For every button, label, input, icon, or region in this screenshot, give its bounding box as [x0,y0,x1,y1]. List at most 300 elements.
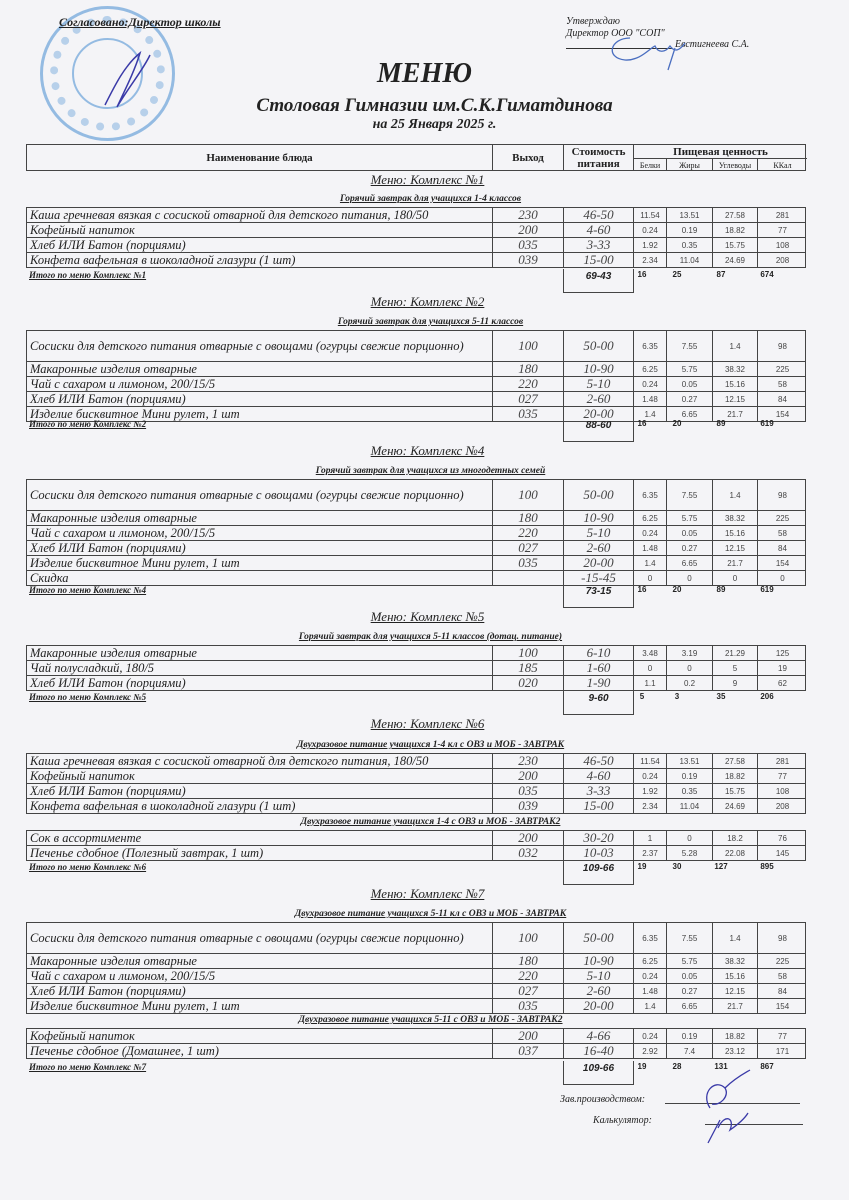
dish-proteins: 6.35 [634,480,667,510]
dish-output: 185 [493,661,564,675]
table-row [26,784,806,799]
dish-proteins: 0 [634,571,667,585]
dish-name: Хлеб ИЛИ Батон (порциями) [27,238,493,252]
dish-output: 035 [493,407,564,421]
total-carbs: 127 [714,862,728,871]
dish-carbs: 15.16 [713,377,758,391]
dish-kcal: 154 [775,1001,790,1011]
dish-proteins: 6.35 [634,923,667,953]
page-subtitle: Столовая Гимназии им.С.К.Гиматдинова [256,95,613,116]
dish-cost: 46-50 [564,754,634,768]
dish-carbs: 1.4 [713,331,758,361]
dish-cost: -15-45 [564,571,634,585]
total-cost: 69-43 [563,269,634,293]
section-title: Меню: Комплекс №7 [370,886,485,901]
table-row [26,556,806,571]
dish-cost: 20-00 [564,999,634,1013]
dish-carbs: 9 [713,676,758,690]
table-row [26,392,806,407]
group-subtitle: Горячий завтрак для учащихся 5-11 классов (дотац. питание) [298,632,563,642]
table-row [26,1028,806,1044]
table-row [26,511,806,526]
dish-name: Конфета вафельная в шоколадной глазури (1 шт) [27,799,493,813]
dish-fats: 0 [667,571,713,585]
col-nutrition: Пищевая ценность [634,145,807,159]
table-row [26,541,806,556]
dish-output: 032 [493,846,564,860]
dish-fats: 7.55 [667,923,713,953]
dish-output: 220 [493,526,564,540]
col-fats: Жиры [667,159,713,171]
dish-kcal: 84 [778,394,787,404]
dish-output: 230 [493,208,564,222]
dish-output: 220 [493,969,564,983]
total-kcal: 895 [760,862,774,871]
dish-proteins: 11.54 [634,208,667,222]
dish-output: 027 [493,541,564,555]
dish-carbs: 0 [713,571,758,585]
dish-proteins: 11.54 [634,754,667,768]
group-subtitle: Двухразовое питание учащихся 5-11 с ОВЗ и МОБ - ЗАВТРАК2 [298,1015,563,1025]
col-cost-line2: питания [577,157,620,170]
dish-name: Скидка [27,571,493,585]
total-carbs: 131 [714,1062,728,1071]
total-kcal: 619 [760,419,774,428]
dish-kcal: 154 [775,558,790,568]
dish-output: 230 [493,754,564,768]
dish-cost: 2-60 [564,392,634,406]
dish-fats: 0.05 [667,526,713,540]
dish-proteins: 1 [634,831,667,845]
table-row [26,999,806,1014]
dish-kcal: 62 [778,678,787,688]
dish-kcal: 77 [778,1031,787,1041]
dish-kcal: 108 [775,240,790,250]
total-label: Итого по меню Комплекс №4 [29,585,147,595]
dish-name: Хлеб ИЛИ Батон (порциями) [27,541,493,555]
dish-proteins: 0.24 [634,377,667,391]
dish-output: 180 [493,362,564,376]
total-proteins: 16 [637,270,647,279]
table-row [26,479,806,511]
col-cost-line1: Стоимость [571,145,626,158]
dish-proteins: 1.48 [634,984,667,998]
table-row [26,1044,806,1059]
dish-fats: 0 [667,661,713,675]
group-subtitle: Двухразовое питание учащихся 1-4 кл с ОВЗ и МОБ - ЗАВТРАК [296,740,565,750]
dish-proteins: 0 [634,661,667,675]
dish-name: Печенье сдобное (Домашнее, 1 шт) [27,1044,493,1058]
dish-fats: 5.75 [667,362,713,376]
dish-kcal: 58 [778,528,787,538]
dish-carbs: 24.69 [713,799,758,813]
table-row [26,377,806,392]
total-fats: 20 [672,419,682,428]
dish-name: Хлеб ИЛИ Батон (порциями) [27,984,493,998]
dish-name: Кофейный напиток [27,1029,493,1043]
table-row [26,223,806,238]
table-row [26,526,806,541]
dish-name: Чай полусладкий, 180/5 [27,661,493,675]
dish-name: Каша гречневая вязкая с сосиской отварной для детского питания, 180/50 [27,208,493,222]
total-carbs: 89 [716,419,726,428]
dish-name: Хлеб ИЛИ Батон (порциями) [27,676,493,690]
dish-output: 180 [493,954,564,968]
dish-output: 020 [493,676,564,690]
dish-kcal: 225 [775,956,790,966]
dish-fats: 0.27 [667,392,713,406]
dish-cost: 5-10 [564,377,634,391]
table-row [26,645,806,661]
dish-output: 200 [493,1029,564,1043]
dish-fats: 0.35 [667,238,713,252]
table-row [26,253,806,268]
signature-footer-icon [690,1068,760,1146]
table-row [26,362,806,377]
dish-fats: 0 [667,831,713,845]
dish-proteins: 0.24 [634,969,667,983]
table-row [26,238,806,253]
dish-cost: 16-40 [564,1044,634,1058]
dish-cost: 30-20 [564,831,634,845]
total-cost: 88-60 [563,418,634,442]
table-row [26,571,806,586]
dish-proteins: 2.34 [634,253,667,267]
dish-output: 200 [493,831,564,845]
dish-output: 035 [493,784,564,798]
total-label: Итого по меню Комплекс №7 [29,1062,147,1072]
table-row [26,984,806,999]
section-title: Меню: Комплекс №4 [370,443,485,458]
dish-carbs: 12.15 [713,984,758,998]
dish-name: Сосиски для детского питания отварные с овощами (огурцы свежие порционно) [27,331,493,361]
dish-proteins: 1.4 [634,556,667,570]
dish-carbs: 18.82 [713,769,758,783]
dish-output: 037 [493,1044,564,1058]
dish-proteins: 1.48 [634,541,667,555]
dish-proteins: 1.92 [634,784,667,798]
dish-fats: 13.51 [667,754,713,768]
dish-proteins: 2.92 [634,1044,667,1058]
dish-name: Макаронные изделия отварные [27,954,493,968]
dish-fats: 0.05 [667,377,713,391]
dish-fats: 0.2 [667,676,713,690]
dish-cost: 1-60 [564,661,634,675]
total-fats: 20 [672,585,682,594]
dish-carbs: 5 [713,661,758,675]
total-proteins: 5 [639,692,645,701]
table-row [26,753,806,769]
dish-fats: 6.65 [667,999,713,1013]
dish-proteins: 2.37 [634,846,667,860]
dish-fats: 0.27 [667,984,713,998]
total-kcal: 674 [760,270,774,279]
menu-date: на 25 Января 2025 г. [372,117,497,132]
section-title: Меню: Комплекс №1 [370,172,485,187]
dish-kcal: 125 [775,648,790,658]
dish-output: 039 [493,799,564,813]
dish-carbs: 18.2 [713,831,758,845]
total-cost: 73-15 [563,584,634,608]
dish-kcal: 154 [775,409,790,419]
dish-kcal: 76 [778,833,787,843]
dish-carbs: 12.15 [713,392,758,406]
dish-fats: 0.05 [667,969,713,983]
dish-output: 027 [493,984,564,998]
dish-proteins: 6.25 [634,954,667,968]
dish-name: Хлеб ИЛИ Батон (порциями) [27,392,493,406]
dish-output: 200 [493,769,564,783]
dish-cost: 4-60 [564,769,634,783]
dish-kcal: 208 [775,255,790,265]
total-carbs: 89 [716,585,726,594]
dish-carbs: 1.4 [713,923,758,953]
dish-fats: 0.27 [667,541,713,555]
dish-carbs: 1.4 [713,480,758,510]
dish-carbs: 15.16 [713,526,758,540]
dish-proteins: 1.4 [634,407,667,421]
section-title: Меню: Комплекс №2 [370,294,485,309]
dish-cost: 10-90 [564,362,634,376]
group-subtitle: Горячий завтрак для учащихся 5-11 классов [337,317,524,327]
dish-kcal: 84 [778,543,787,553]
dish-carbs: 38.32 [713,362,758,376]
dish-cost: 3-33 [564,784,634,798]
dish-kcal: 108 [775,786,790,796]
table-row [26,969,806,984]
col-carbs: Углеводы [713,159,758,171]
dish-name: Кофейный напиток [27,769,493,783]
dish-proteins: 1.48 [634,392,667,406]
table-row [26,954,806,969]
dish-cost: 2-60 [564,541,634,555]
calculator-label: Калькулятор: [593,1115,652,1126]
dish-proteins: 3.48 [634,646,667,660]
dish-output: 035 [493,238,564,252]
total-proteins: 19 [637,862,647,871]
dish-name: Чай с сахаром и лимоном, 200/15/5 [27,377,493,391]
dish-proteins: 0.24 [634,223,667,237]
dish-proteins: 6.35 [634,331,667,361]
dish-cost: 50-00 [564,480,634,510]
dish-cost: 6-10 [564,646,634,660]
dish-output: 220 [493,377,564,391]
col-proteins: Белки [634,159,667,171]
dish-cost: 10-90 [564,954,634,968]
dish-output: 035 [493,556,564,570]
section-title: Меню: Комплекс №5 [370,609,485,624]
dish-output: 180 [493,511,564,525]
dish-carbs: 15.16 [713,969,758,983]
dish-cost: 15-00 [564,799,634,813]
dish-name: Каша гречневая вязкая с сосиской отварной для детского питания, 180/50 [27,754,493,768]
dish-fats: 11.04 [667,253,713,267]
dish-fats: 5.75 [667,954,713,968]
dish-fats: 0.19 [667,1029,713,1043]
dish-proteins: 6.25 [634,511,667,525]
total-kcal: 206 [760,692,774,701]
dish-fats: 13.51 [667,208,713,222]
dish-carbs: 21.7 [713,556,758,570]
total-proteins: 16 [637,419,647,428]
dish-name: Чай с сахаром и лимоном, 200/15/5 [27,526,493,540]
dish-fats: 5.28 [667,846,713,860]
group-subtitle: Горячий завтрак для учащихся из многодетных семей [315,466,546,476]
group-subtitle: Горячий завтрак для учащихся 1-4 классов [339,194,522,204]
dish-carbs: 22.08 [713,846,758,860]
total-carbs: 87 [716,270,726,279]
total-label: Итого по меню Комплекс №1 [29,270,147,280]
dish-name: Сок в ассортименте [27,831,493,845]
dish-carbs: 15.75 [713,238,758,252]
dish-kcal: 58 [778,379,787,389]
dish-proteins: 0.24 [634,769,667,783]
dish-name: Сосиски для детского питания отварные с овощами (огурцы свежие порционно) [27,923,493,953]
total-fats: 3 [674,692,680,701]
dish-kcal: 225 [775,513,790,523]
dish-name: Изделие бисквитное Мини рулет, 1 шт [27,999,493,1013]
dish-fats: 6.65 [667,407,713,421]
dish-cost: 50-00 [564,923,634,953]
col-kcal: ККал [773,160,792,170]
dish-proteins: 1.92 [634,238,667,252]
dish-kcal: 145 [775,848,790,858]
dish-cost: 15-00 [564,253,634,267]
dish-output [493,571,564,585]
dish-kcal: 171 [775,1046,790,1056]
dish-kcal: 281 [775,756,790,766]
total-kcal: 867 [760,1062,774,1071]
approval-left: Согласовано:Директор школы [59,15,221,29]
total-kcal: 619 [760,585,774,594]
dish-fats: 11.04 [667,799,713,813]
dish-name: Хлеб ИЛИ Батон (порциями) [27,784,493,798]
dish-cost: 20-00 [564,407,634,421]
dish-carbs: 21.7 [713,407,758,421]
total-label: Итого по меню Комплекс №5 [29,692,147,702]
approval-right-line1: Утверждаю [566,16,620,27]
dish-carbs: 27.58 [713,754,758,768]
dish-output: 100 [493,646,564,660]
dish-kcal: 0 [780,573,785,583]
dish-kcal: 281 [775,210,790,220]
total-proteins: 16 [637,585,647,594]
table-row [26,922,806,954]
table-row [26,330,806,362]
dish-cost: 20-00 [564,556,634,570]
page-title: МЕНЮ [377,58,472,89]
dish-name: Кофейный напиток [27,223,493,237]
total-cost: 9-60 [563,691,634,715]
group-subtitle: Двухразовое питание учащихся 5-11 кл с ОВЗ и МОБ - ЗАВТРАК [294,909,567,919]
dish-output: 100 [493,480,564,510]
dish-name: Конфета вафельная в шоколадной глазури (1 шт) [27,253,493,267]
dish-fats: 0.19 [667,769,713,783]
dish-carbs: 38.32 [713,511,758,525]
dish-output: 100 [493,923,564,953]
dish-cost: 4-60 [564,223,634,237]
dish-output: 039 [493,253,564,267]
dish-output: 027 [493,392,564,406]
table-row [26,799,806,814]
dish-proteins: 1.4 [634,999,667,1013]
dish-fats: 7.4 [667,1044,713,1058]
dish-output: 035 [493,999,564,1013]
dish-output: 100 [493,331,564,361]
dish-proteins: 0.24 [634,526,667,540]
dish-name: Макаронные изделия отварные [27,646,493,660]
production-label: Зав.производством: [560,1094,646,1105]
dish-carbs: 21.29 [713,646,758,660]
dish-carbs: 23.12 [713,1044,758,1058]
dish-kcal: 77 [778,225,787,235]
dish-name: Макаронные изделия отварные [27,511,493,525]
table-header [26,144,806,171]
dish-fats: 3.19 [667,646,713,660]
director-name: Евстигнеева С.А. [675,39,750,50]
dish-kcal: 58 [778,971,787,981]
dish-fats: 6.65 [667,556,713,570]
dish-carbs: 15.75 [713,784,758,798]
total-fats: 30 [672,862,682,871]
col-output: Выход [493,145,564,170]
dish-kcal: 84 [778,986,787,996]
dish-kcal: 98 [778,341,787,351]
total-label: Итого по меню Комплекс №6 [29,862,147,872]
dish-name: Сосиски для детского питания отварные с овощами (огурцы свежие порционно) [27,480,493,510]
dish-carbs: 24.69 [713,253,758,267]
dish-cost: 46-50 [564,208,634,222]
col-cost [564,145,634,170]
dish-proteins: 2.34 [634,799,667,813]
dish-cost: 5-10 [564,526,634,540]
section-title: Меню: Комплекс №6 [370,716,485,731]
dish-cost: 4-66 [564,1029,634,1043]
dish-proteins: 1.1 [634,676,667,690]
dish-carbs: 18.82 [713,223,758,237]
dish-fats: 5.75 [667,511,713,525]
table-row [26,830,806,846]
total-proteins: 19 [637,1062,647,1071]
dish-cost: 2-60 [564,984,634,998]
dish-kcal: 19 [778,663,787,673]
dish-cost: 5-10 [564,969,634,983]
total-cost: 109-66 [563,861,634,885]
dish-kcal: 77 [778,771,787,781]
group-subtitle: Двухразовое питание учащихся 1-4 с ОВЗ и МОБ - ЗАВТРАК2 [300,817,561,827]
total-cost: 109-66 [563,1061,634,1085]
dish-proteins: 0.24 [634,1029,667,1043]
dish-name: Изделие бисквитное Мини рулет, 1 шт [27,556,493,570]
dish-carbs: 18.82 [713,1029,758,1043]
total-fats: 25 [672,270,682,279]
dish-fats: 0.19 [667,223,713,237]
approval-right-line2: Директор ООО "СОП" [566,28,665,39]
table-row [26,661,806,676]
dish-name: Изделие бисквитное Мини рулет, 1 шт [27,407,493,421]
dish-cost: 3-33 [564,238,634,252]
total-label: Итого по меню Комплекс №2 [29,419,147,429]
dish-cost: 50-00 [564,331,634,361]
table-row [26,846,806,861]
dish-name: Макаронные изделия отварные [27,362,493,376]
col-name: Наименование блюда [27,145,493,170]
dish-carbs: 27.58 [713,208,758,222]
dish-kcal: 225 [775,364,790,374]
dish-name: Печенье сдобное (Полезный завтрак, 1 шт) [27,846,493,860]
dish-proteins: 6.25 [634,362,667,376]
total-fats: 28 [672,1062,682,1071]
